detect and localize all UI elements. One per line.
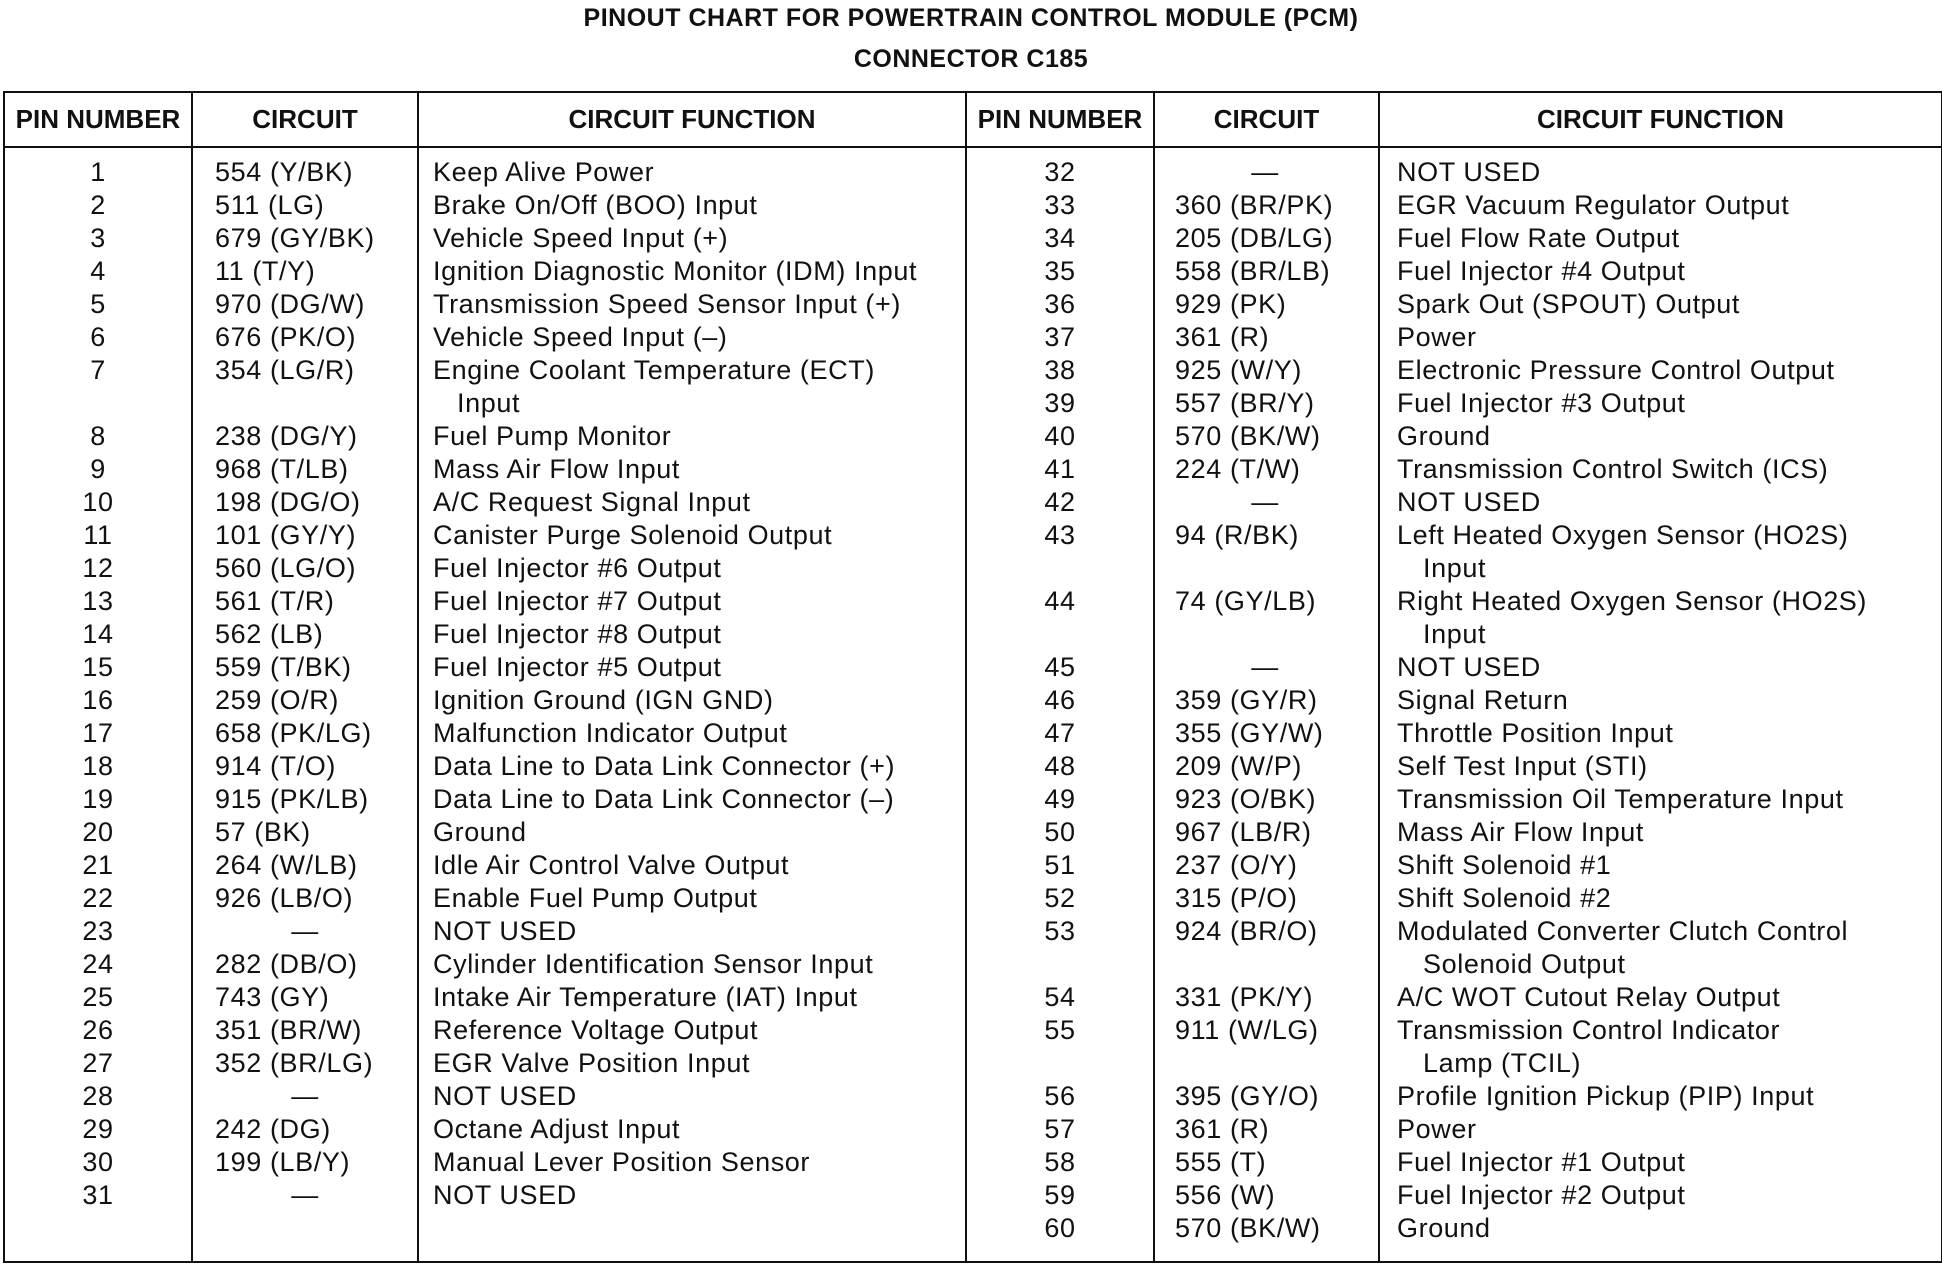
pin-number: 3 (90, 223, 106, 253)
circuit-function: Transmission Speed Sensor Input (+) (433, 289, 901, 319)
table-row-continuation (965, 1047, 1941, 1080)
table-row (5, 321, 965, 354)
circuit-function: Fuel Injector #3 Output (1397, 388, 1686, 418)
circuit-code: 658 (PK/LG) (215, 718, 372, 748)
pin-number: 49 (1044, 784, 1076, 814)
circuit-function: Idle Air Control Valve Output (433, 850, 790, 880)
pin-number: 4 (90, 256, 106, 286)
table-row (5, 783, 965, 816)
circuit-code: 970 (DG/W) (215, 289, 366, 319)
table-row (965, 156, 1941, 189)
circuit-code: 395 (GY/O) (1175, 1081, 1320, 1111)
table-row (5, 453, 965, 486)
pin-number: 34 (1044, 223, 1076, 253)
table-row-continuation (965, 552, 1941, 585)
circuit-function: Fuel Injector #2 Output (1397, 1180, 1686, 1210)
pin-number: 48 (1044, 751, 1076, 781)
pin-number: 38 (1044, 355, 1076, 385)
header-divider (5, 146, 1941, 148)
circuit-code: 511 (LG) (215, 190, 325, 220)
table-row (965, 816, 1941, 849)
circuit-function-continuation: Input (1423, 553, 1487, 583)
circuit-code: — (291, 1180, 319, 1210)
circuit-code: 352 (BR/LG) (215, 1048, 374, 1078)
circuit-code: 238 (DG/Y) (215, 421, 358, 451)
circuit-function: Brake On/Off (BOO) Input (433, 190, 758, 220)
circuit-function: Intake Air Temperature (IAT) Input (433, 982, 858, 1012)
circuit-function: Shift Solenoid #1 (1397, 850, 1612, 880)
circuit-code: 559 (T/BK) (215, 652, 352, 682)
pin-number: 25 (82, 982, 114, 1012)
table-row (965, 1146, 1941, 1179)
circuit-function: Octane Adjust Input (433, 1114, 681, 1144)
header-circuit-right: CIRCUIT (1213, 104, 1320, 134)
table-row (5, 849, 965, 882)
table-row (5, 1146, 965, 1179)
table-row (965, 783, 1941, 816)
circuit-function: Self Test Input (STI) (1397, 751, 1648, 781)
circuit-code: 315 (P/O) (1175, 883, 1298, 913)
table-row (5, 519, 965, 552)
circuit-code: 929 (PK) (1175, 289, 1287, 319)
circuit-code: 924 (BR/O) (1175, 916, 1318, 946)
pin-number: 19 (82, 784, 114, 814)
table-row (5, 882, 965, 915)
pin-number: 57 (1044, 1114, 1076, 1144)
pin-number: 41 (1044, 454, 1076, 484)
table-row (965, 849, 1941, 882)
pin-number: 20 (82, 817, 114, 847)
circuit-code: — (291, 1081, 319, 1111)
circuit-function: Vehicle Speed Input (–) (433, 322, 728, 352)
pin-number: 18 (82, 751, 114, 781)
pin-number: 27 (82, 1048, 114, 1078)
pin-number: 47 (1044, 718, 1076, 748)
pin-number: 39 (1044, 388, 1076, 418)
table-row (965, 189, 1941, 222)
table-row (5, 1080, 965, 1113)
circuit-function: Transmission Control Switch (ICS) (1397, 454, 1829, 484)
pin-number: 17 (82, 718, 114, 748)
circuit-function: Mass Air Flow Input (433, 454, 680, 484)
table-row (965, 420, 1941, 453)
circuit-code: 555 (T) (1175, 1147, 1267, 1177)
table-row (965, 1179, 1941, 1212)
pin-number: 10 (82, 487, 114, 517)
table-row (5, 1113, 965, 1146)
circuit-code: 361 (R) (1175, 322, 1270, 352)
table-row (965, 453, 1941, 486)
table-row (965, 915, 1941, 948)
pin-number: 58 (1044, 1147, 1076, 1177)
circuit-function: Power (1397, 1114, 1477, 1144)
circuit-code: 923 (O/BK) (1175, 784, 1317, 814)
pin-number: 21 (82, 850, 114, 880)
pin-number: 52 (1044, 883, 1076, 913)
pin-number: 29 (82, 1114, 114, 1144)
circuit-function: Spark Out (SPOUT) Output (1397, 289, 1741, 319)
circuit-code: 926 (LB/O) (215, 883, 354, 913)
circuit-code: 359 (GY/R) (1175, 685, 1318, 715)
pin-number: 5 (90, 289, 106, 319)
circuit-code: 562 (LB) (215, 619, 324, 649)
circuit-code: 925 (W/Y) (1175, 355, 1302, 385)
circuit-function-continuation: Lamp (TCIL) (1423, 1048, 1582, 1078)
circuit-code: 11 (T/Y) (215, 256, 316, 286)
table-row (965, 1212, 1941, 1245)
pin-number: 6 (90, 322, 106, 352)
circuit-code: 914 (T/O) (215, 751, 336, 781)
circuit-function: Fuel Injector #1 Output (1397, 1147, 1686, 1177)
circuit-code: 74 (GY/LB) (1175, 586, 1317, 616)
header-pin-number-left: PIN NUMBER (15, 104, 181, 134)
circuit-code: 259 (O/R) (215, 685, 339, 715)
table-row (5, 981, 965, 1014)
circuit-function: Ignition Diagnostic Monitor (IDM) Input (433, 256, 918, 286)
circuit-function: EGR Vacuum Regulator Output (1397, 190, 1790, 220)
table-row (965, 321, 1941, 354)
circuit-code: 198 (DG/O) (215, 487, 361, 517)
table-row (965, 519, 1941, 552)
table-row (5, 717, 965, 750)
circuit-function: Canister Purge Solenoid Output (433, 520, 833, 550)
circuit-code: 282 (DB/O) (215, 949, 358, 979)
table-row (5, 255, 965, 288)
circuit-code: 242 (DG) (215, 1114, 331, 1144)
circuit-code: 205 (DB/LG) (1175, 223, 1334, 253)
circuit-code: 355 (GY/W) (1175, 718, 1324, 748)
circuit-function-continuation: Input (1423, 619, 1487, 649)
circuit-function: Malfunction Indicator Output (433, 718, 788, 748)
circuit-function: Ignition Ground (IGN GND) (433, 685, 774, 715)
circuit-code: 911 (W/LG) (1175, 1015, 1319, 1045)
circuit-function: Fuel Injector #5 Output (433, 652, 722, 682)
table-row (965, 222, 1941, 255)
table-row-continuation (5, 387, 965, 420)
pin-number: 26 (82, 1015, 114, 1045)
table-row (965, 255, 1941, 288)
circuit-function: Data Line to Data Link Connector (+) (433, 751, 896, 781)
chart-title: PINOUT CHART FOR POWERTRAIN CONTROL MODULE (PCM) (583, 4, 1359, 32)
header-circuit-function-left: CIRCUIT FUNCTION (568, 104, 816, 134)
table-row (965, 651, 1941, 684)
circuit-function: Transmission Oil Temperature Input (1397, 784, 1844, 814)
pin-number: 12 (82, 553, 114, 583)
circuit-code: 561 (T/R) (215, 586, 335, 616)
pin-number: 45 (1044, 652, 1076, 682)
pin-number: 23 (82, 916, 114, 946)
circuit-function: Ground (433, 817, 527, 847)
circuit-code: 94 (R/BK) (1175, 520, 1299, 550)
circuit-function: EGR Valve Position Input (433, 1048, 751, 1078)
table-row (5, 750, 965, 783)
circuit-code: 354 (LG/R) (215, 355, 355, 385)
circuit-code: 676 (PK/O) (215, 322, 357, 352)
table-row (965, 387, 1941, 420)
circuit-function: Throttle Position Input (1397, 718, 1674, 748)
circuit-code: 351 (BR/W) (215, 1015, 363, 1045)
pin-number: 60 (1044, 1213, 1076, 1243)
table-row (5, 486, 965, 519)
circuit-code: 361 (R) (1175, 1114, 1270, 1144)
pin-number: 53 (1044, 916, 1076, 946)
circuit-function: Signal Return (1397, 685, 1569, 715)
circuit-code: 557 (BR/Y) (1175, 388, 1315, 418)
circuit-function: A/C WOT Cutout Relay Output (1397, 982, 1781, 1012)
table-row (5, 288, 965, 321)
circuit-function: Fuel Injector #4 Output (1397, 256, 1686, 286)
table-row (965, 882, 1941, 915)
circuit-function: Data Line to Data Link Connector (–) (433, 784, 895, 814)
circuit-code: 237 (O/Y) (1175, 850, 1298, 880)
circuit-function: Profile Ignition Pickup (PIP) Input (1397, 1081, 1815, 1111)
circuit-function: NOT USED (433, 916, 577, 946)
circuit-code: 967 (LB/R) (1175, 817, 1312, 847)
circuit-code: 558 (BR/LB) (1175, 256, 1331, 286)
pin-number: 59 (1044, 1180, 1076, 1210)
connector-subtitle: CONNECTOR C185 (853, 45, 1089, 73)
circuit-code: 199 (LB/Y) (215, 1147, 351, 1177)
pin-number: 51 (1044, 850, 1076, 880)
table-row (5, 915, 965, 948)
pin-number: 50 (1044, 817, 1076, 847)
pin-number: 2 (90, 190, 106, 220)
circuit-function: Engine Coolant Temperature (ECT) (433, 355, 875, 385)
table-row (5, 651, 965, 684)
circuit-code: 560 (LG/O) (215, 553, 357, 583)
circuit-code: 57 (BK) (215, 817, 311, 847)
pin-number: 30 (82, 1147, 114, 1177)
circuit-function: Keep Alive Power (433, 157, 655, 187)
circuit-function: Right Heated Oxygen Sensor (HO2S) (1397, 586, 1868, 616)
circuit-code: — (1251, 652, 1279, 682)
table-row (5, 354, 965, 387)
pin-number: 54 (1044, 982, 1076, 1012)
table-row (5, 816, 965, 849)
pin-number: 43 (1044, 520, 1076, 550)
table-row (5, 420, 965, 453)
circuit-function: NOT USED (1397, 652, 1541, 682)
table-row (965, 1080, 1941, 1113)
circuit-function: Fuel Flow Rate Output (1397, 223, 1680, 253)
circuit-code: 556 (W) (1175, 1180, 1276, 1210)
table-row (965, 981, 1941, 1014)
circuit-function: Fuel Injector #8 Output (433, 619, 722, 649)
circuit-function: Ground (1397, 421, 1491, 451)
pin-number: 1 (90, 157, 106, 187)
circuit-function: Fuel Injector #7 Output (433, 586, 722, 616)
pin-number: 35 (1044, 256, 1076, 286)
pin-number: 28 (82, 1081, 114, 1111)
table-row-continuation (965, 948, 1941, 981)
circuit-function: Reference Voltage Output (433, 1015, 759, 1045)
pin-number: 55 (1044, 1015, 1076, 1045)
circuit-function: Transmission Control Indicator (1397, 1015, 1781, 1045)
circuit-function: NOT USED (1397, 487, 1541, 517)
circuit-function: Modulated Converter Clutch Control (1397, 916, 1849, 946)
table-row (5, 585, 965, 618)
table-row (965, 354, 1941, 387)
header-circuit-function-right: CIRCUIT FUNCTION (1537, 104, 1784, 134)
pin-number: 15 (82, 652, 114, 682)
table-row (5, 222, 965, 255)
pinout-table (3, 91, 1942, 1263)
table-row (5, 1179, 965, 1212)
circuit-function-continuation: Input (457, 388, 521, 418)
header-pin-number-right: PIN NUMBER (977, 104, 1143, 134)
circuit-code: 679 (GY/BK) (215, 223, 375, 253)
pin-number: 37 (1044, 322, 1076, 352)
pin-number: 56 (1044, 1081, 1076, 1111)
circuit-function-continuation: Solenoid Output (1423, 949, 1626, 979)
table-row (5, 156, 965, 189)
circuit-code: 554 (Y/BK) (215, 157, 354, 187)
circuit-code: 224 (T/W) (1175, 454, 1301, 484)
pin-number: 24 (82, 949, 114, 979)
table-row (5, 948, 965, 981)
circuit-function: Left Heated Oxygen Sensor (HO2S) (1397, 520, 1849, 550)
pin-number: 46 (1044, 685, 1076, 715)
pin-number: 11 (83, 520, 113, 550)
circuit-function: Enable Fuel Pump Output (433, 883, 758, 913)
pin-number: 42 (1044, 487, 1076, 517)
pin-number: 16 (82, 685, 114, 715)
circuit-code: 968 (T/LB) (215, 454, 349, 484)
circuit-code: 570 (BK/W) (1175, 421, 1321, 451)
pin-number: 44 (1044, 586, 1076, 616)
table-row (965, 717, 1941, 750)
table-row (5, 1047, 965, 1080)
circuit-code: 915 (PK/LB) (215, 784, 369, 814)
table-row-continuation (965, 618, 1941, 651)
circuit-code: 331 (PK/Y) (1175, 982, 1314, 1012)
table-row (965, 1014, 1941, 1047)
table-row (965, 585, 1941, 618)
pin-number: 7 (90, 355, 106, 385)
table-row (965, 288, 1941, 321)
circuit-code: — (1251, 487, 1279, 517)
pin-number: 9 (90, 454, 106, 484)
table-row (5, 618, 965, 651)
table-row (965, 486, 1941, 519)
table-row (965, 750, 1941, 783)
circuit-function: Ground (1397, 1213, 1491, 1243)
pin-number: 31 (82, 1180, 114, 1210)
header-circuit-left: CIRCUIT (252, 104, 358, 134)
table-row (5, 1014, 965, 1047)
table-row (965, 684, 1941, 717)
circuit-function: Electronic Pressure Control Output (1397, 355, 1835, 385)
circuit-code: 570 (BK/W) (1175, 1213, 1321, 1243)
circuit-code: 209 (W/P) (1175, 751, 1302, 781)
circuit-function: NOT USED (433, 1081, 577, 1111)
pin-number: 22 (82, 883, 114, 913)
circuit-code: — (291, 916, 319, 946)
circuit-code: 101 (GY/Y) (215, 520, 357, 550)
circuit-function: Shift Solenoid #2 (1397, 883, 1612, 913)
circuit-function: Manual Lever Position Sensor (433, 1147, 811, 1177)
circuit-function: Cylinder Identification Sensor Input (433, 949, 874, 979)
pin-number: 40 (1044, 421, 1076, 451)
pin-number: 14 (82, 619, 114, 649)
circuit-code: — (1251, 157, 1279, 187)
circuit-code: 360 (BR/PK) (1175, 190, 1334, 220)
table-row (5, 552, 965, 585)
pin-number: 36 (1044, 289, 1076, 319)
circuit-function: NOT USED (433, 1180, 577, 1210)
circuit-function: NOT USED (1397, 157, 1541, 187)
circuit-code: 743 (GY) (215, 982, 330, 1012)
circuit-code: 264 (W/LB) (215, 850, 358, 880)
circuit-function: Fuel Injector #6 Output (433, 553, 722, 583)
pin-number: 13 (82, 586, 114, 616)
circuit-function: Fuel Pump Monitor (433, 421, 672, 451)
pin-number: 32 (1044, 157, 1076, 187)
circuit-function: Vehicle Speed Input (+) (433, 223, 729, 253)
table-row (5, 684, 965, 717)
circuit-function: Mass Air Flow Input (1397, 817, 1644, 847)
table-row (965, 1113, 1941, 1146)
pin-number: 8 (90, 421, 106, 451)
circuit-function: A/C Request Signal Input (433, 487, 751, 517)
pin-number: 33 (1044, 190, 1076, 220)
circuit-function: Power (1397, 322, 1477, 352)
table-row (5, 189, 965, 222)
